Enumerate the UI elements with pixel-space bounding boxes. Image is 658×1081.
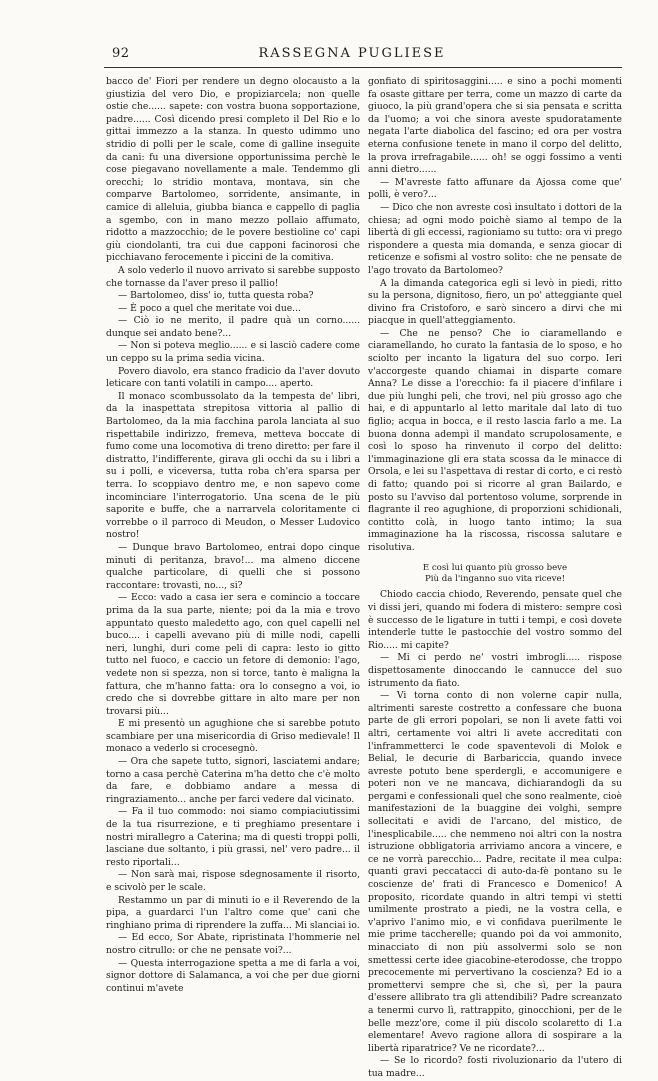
paragraph: — Fa il tuo commodo: noi siamo compiaciutissimi de la tua risurrezione, e ti preghiamo presentare i nostri mirallegro a Caterina; ma di questi troppi polli, lasciane due soltanto, i più grassi, nel' vero padre... il resto riportali... [106, 806, 360, 868]
paragraph: — Ciò io ne merito, il padre quà un corno...... dunque sei andato bene?... [106, 315, 360, 339]
verse-line: Più da l'inganno suo vita riceve! [424, 573, 566, 584]
paragraph: — Non sarà mai, rispose sdegnosamente il risorto, e scivolò per le scale. [106, 869, 360, 893]
paragraph: — Vi torna conto di non volerne capir nulla, altrimenti sareste costretto a confessare che buona parte de gli errori popolari, se non li avete fatti voi altri, certamente voi altri li avete accreditati con l'inframmetterci le code spaventevoli di Molok e Belial, le decurie di Barbariccia, quando invece avreste potuto bene sperdergli, e accomunigere e poteri non ve ne mancava, dichiarandogli da su pergami e confessionali quel che sono realmente, cioè manifestazioni de la buaggine dei volghi, sempre sollecitati e avidi de l'arcano, del mistico, de l'inesplicabile..... che nemmeno noi altri con la nostra istruzione obbligatoria arriviamo ancora a vincere, e ce ne vorrà parecchio... Padre, recitate il mea culpa: quanti gravi peccatacci di auto-da-fè pontano su le coscienze de' frati di Francesco e Domenico! A proposito, ricordate quando in altri tempi vi stetti umilmente prostrato a piedi, ne la vostra cella, e v'aprivo l'animo mio, e vi confidava puerilmente le mie prime taccherelle; quando poi da voi ammonito, minacciato di non più assolvermi solo se non smettessi certe idee giacobine-eterodosse, che troppo precocemente mi pervertivano la coscienza? Ed io a promettervi sempre che sì, che sì, per la paura d'essere allibrato tra gli attendibili? Padre screanzato a tenermi curvo lì, rattrappito, ginocchioni, per de le belle mezz'ore, come il più discolo scolaretto di 1.a elementare! Avevo ragione allora di sospirare a la libertà riparatrice? Ve ne ricordate?... [368, 690, 622, 1054]
page-number: 92 [112, 46, 130, 61]
paragraph: A la dimanda categorica egli si levò in piedi, ritto su la persona, dignitoso, fiero, un po' atteggiante quel divino fra Cristoforo, e sarò sincero a dirvi che mi piacque in quell'atteggiamento. [368, 277, 622, 327]
left-column [106, 76, 360, 995]
paragraph: — Ecco: vado a casa ier sera e comincio a toccare prima da la sua parte, niente; poi da la mia e trovo appuntato questo maledetto ago, con quel capelli nel buco.... i capelli avevano più di mille nodi, capelli neri, lunghi, duri come peli di capra: lesto io gitto tutto nel fuoco, e caccio un fetore di demonio: l'ago, vedete non si spezza, non si torce, tanto è maligna la fattura, che m'hanno fatta: ora lo consegno a voi, io credo che si dovrebbe gittare in alto mare per non trovarsi più... [106, 592, 360, 717]
paragraph: — Dunque bravo Bartolomeo, entrai dopo cinque minuti di peritanza, bravo!... ma almeno diccene qualche particolare, di quelli che si possono raccontare: trovasti, no..., si? [106, 541, 360, 591]
right-column [368, 76, 622, 1081]
paragraph: Chiodo caccia chiodo, Reverendo, pensate quel che vi dissi jeri, quando mi fodera di mistero: sempre così è successo de le ligature in tutti i tempi, e così dovete intenderle tutte le pastocchie del vostro sommo del Rio..... mi capite? [368, 589, 622, 651]
paragraph: — Dico che non avreste così insultato i dottori de la chiesa; ad ogni modo poichè siamo al tempo de la libertà di gli eccessi, ragioniamo su tutto: ora vi prego rispondere a questa mia domanda, e senza giocar di reticenze e sofismi al vostro solito: che ne pensate de l'ago trovato da Bartolomeo? [368, 201, 622, 276]
verse-quote [368, 563, 622, 586]
paragraph: A solo vederlo il nuovo arrivato si sarebbe supposto che tornasse da l'aver preso il pallio! [106, 264, 360, 289]
header-rule [104, 67, 622, 68]
paragraph: — Non si poteva meglio...... e si lasciò cadere come un ceppo su la prima sedia vicina. [106, 340, 360, 365]
paragraph: gonfiato di spiritosaggini..... e sino a pochi momenti fa osaste gittare per terra, come un mazzo di carte da giuoco, la più grand'opera che si sia pensata e scritta da l'uomo; a voi che sinora aveste spudoratamente negata l'arte diabolica del fascino; ed ora per vostra eterna confusione tenete in mano il corpo del delitto, la prova irrefragabile...... oh! se oggi fossimo a venti anni dietro...... [368, 76, 622, 176]
paragraph: — Ora che sapete tutto, signori, lasciatemi andare; torno a casa perchè Caterina m'ha detto che c'è molto da fare, e dobbiamo andare a messa di ringraziamento... anche per farci vedere dal vicinato. [106, 756, 360, 805]
journal-title: RASSEGNA PUGLIESE [258, 46, 446, 61]
paragraph: Il monaco scombussolato da la tempesta de' libri, da la inaspettata strepitosa vittoria al pallio di Bartolomeo, da la mia facchina parola lanciata al suo rispettabile indirizzo, fremeva, metteva boccate di fumo come una locomotiva di treno diretto: per fare il distratto, l'indifferente, girava gli occhi da su i libri a su i polli, e viceversa, tutta roba ch'era sparsa per terra. Io scoppiavo dentro me, e non sapevo come incominciare l'interrogatorio. Una scena de le più saporite e buffe, che a narrarvela coloritamente ci vorrebbe o il parroco di Meudon, o Messer Ludovico nostro! [106, 390, 360, 541]
paragraph: Povero diavolo, era stanco fradicio da l'aver dovuto leticare con tanti volatili in campo.... aperto. [106, 365, 360, 390]
paragraph: E mi presentò un agughione che si sarebbe potuto scambiare per una misericordia di Griso medievale! Il monaco a vederlo si crocesegnò. [106, 718, 360, 755]
paragraph: bacco de' Fiori per rendere un degno olocausto a la giustizia del vero Dio, e propiziarcela; non quelle ostie che...... sapete: con vostra buona sopportazione, padre...... Così dicendo presi completo il Del Rio e lo gittai immezzo a la stanza. In questo udimmo uno stridio di polli per le scale, come di galline inseguite da cani: fu una diversione opportunissima perchè le cose piegavano novellamente a male. Tendemmo gli orecchi; lo stridio montava, montava, sin che comparve Bartolomeo, sorridente, ansimante, in camice di alleluia, giubba bianca e cappello di paglia a sgembo, con in mano mezzo pollaio affumato, ridotto a mazzocchio; de le povere bestioline co' capi giù ciondolanti, tra cui due capponi facinorosi che picchiavano ferocemente i piccini de la comitiva. [106, 76, 360, 264]
paragraph: — Che ne penso? Che io ciaramellando e ciaramellando, ho curato la fantasia de lo sposo, e ho sciolto per incanto la ligatura del suo corpo. Ieri v'accorgeste quando chiamai in disparte comare Anna? Le disse a l'orecchio: fa il piacere d'infilare i due più lunghi peli, che trovi, nel più grosso ago che hai, e di appuntarlo al letto maritale dal lato di tuo figlio; acqua in bocca, e il resto lascia farlo a me. La buona donna adempì il mandato scrupolosamente, e così lo sposo ha rinvenuto il corpo del delitto: l'immaginazione gli era stata scossa da le minacce di Orsola, e lei su l'aspettava di restar di corto, e ci restò di fatto; quando poi si ricorre al gran Bailardo, e posto su l'avviso dal portentoso volume, sorprende in flagrante il reo agughione, di proporzioni schidionali, contitto colà, in luogo tanto intimo; la sua immaginazione ha la riscossa, riscossa salutare e risolutiva. [368, 327, 622, 553]
verse-line: E così lui quanto più grosso beve [422, 562, 568, 573]
paragraph: — M'avreste fatto affunare da Ajossa come que' polli, è vero?... [368, 176, 622, 201]
paragraph: — Ed ecco, Sor Abate, ripristinata l'hommerie nel nostro citrullo: or che ne pensate voi?... [106, 932, 360, 956]
paragraph: — Bartolomeo, diss' io, tutta questa roba? [118, 290, 314, 302]
paragraph: Restammo un par di minuti io e il Reverendo de la pipa, a guardarci l'un l'altro come que' cani che ringhiano prima di riprendere la zuffa... Mi slanciai io. [106, 894, 360, 931]
page-header [92, 44, 612, 60]
paragraph: — Se lo ricordo? fosti rivoluzionario da l'utero di tua madre... [368, 1055, 622, 1079]
paragraph: — Mi ci perdo ne' vostri imbrogli..... rispose dispettosamente dinoccando le cannucce del suo istrumento da fiato. [368, 652, 622, 689]
paragraph: — È poco a quel che meritate voi due... [118, 302, 301, 314]
paragraph: — Questa interrogazione spetta a me di farla a voi, signor dottore di Salamanca, a voi che per due giorni continui m'avete [106, 957, 360, 994]
